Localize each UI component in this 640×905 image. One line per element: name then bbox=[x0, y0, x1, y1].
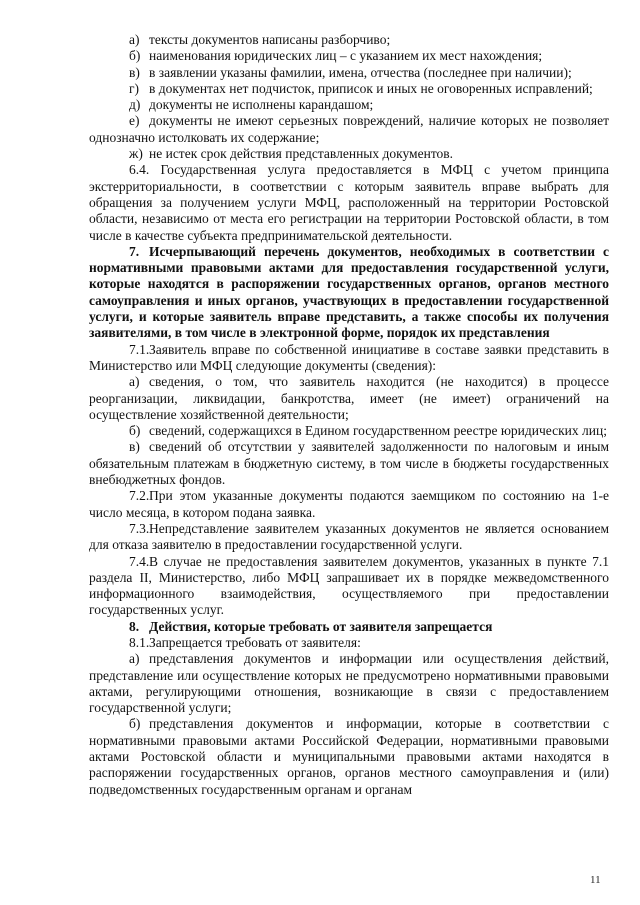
list-marker: ж) bbox=[129, 146, 143, 162]
list-item bbox=[89, 374, 609, 423]
clause-paragraph bbox=[89, 554, 609, 619]
section-heading bbox=[89, 244, 609, 342]
clause-paragraph bbox=[89, 162, 609, 243]
list-marker: а) bbox=[129, 32, 140, 47]
list-item bbox=[89, 97, 609, 113]
list-marker: а) bbox=[129, 651, 140, 667]
page-number: 11 bbox=[590, 874, 601, 886]
list-item bbox=[89, 113, 609, 146]
clause-text: Запрещается требовать от заявителя: bbox=[149, 634, 361, 650]
clause-text: В случае не предоставления заявителем документов, указанных в пункте 7.1 раздела II, Министерство, либо МФЦ запрашивает их в порядке межведомственного информационного взаимодействия, осуществляемого при предоставлении государственных услуг. bbox=[89, 553, 609, 618]
clause-number: 6.4. bbox=[129, 162, 150, 178]
list-item-text: не истек срок действия представленных документов. bbox=[149, 146, 454, 162]
list-item bbox=[89, 65, 609, 81]
list-item bbox=[89, 716, 609, 797]
clause-number: 8.1. bbox=[129, 634, 150, 650]
list-marker: б) bbox=[129, 423, 141, 439]
list-item-text: наименования юридических лиц – с указанием их мест нахождения; bbox=[149, 48, 543, 64]
clause-paragraph bbox=[89, 488, 609, 521]
list-item-text: тексты документов написаны разборчиво; bbox=[149, 32, 391, 47]
list-marker: г) bbox=[129, 80, 140, 96]
clause-paragraph bbox=[89, 342, 609, 375]
clause-paragraph bbox=[89, 635, 609, 651]
list-item bbox=[89, 32, 609, 48]
section-title: Действия, которые требовать от заявителя запрещается bbox=[149, 618, 493, 634]
clause-number: 7.2. bbox=[129, 488, 150, 504]
clause-paragraph bbox=[89, 521, 609, 554]
clause-text: Государственная услуга предоставляется в МФЦ с учетом принципа экстерриториальности, в соответствии с которым заявитель вправе выбрать для обращения за получением услуги МФЦ, расположенный на территории Ростовской области, независимо от места его регистрации на территории Ростовской области, в том числе в качестве субъекта предпринимательской деятельности. bbox=[89, 162, 610, 243]
list-item-text: документы не имеют серьезных повреждений, наличие которых не позволяет однозначно истолковать их содержание; bbox=[89, 113, 609, 145]
section-heading bbox=[89, 619, 609, 635]
clause-text: Непредставление заявителем указанных документов не является основанием для отказа заявителю в предоставлении государственной услуги. bbox=[89, 520, 609, 553]
list-item-text: сведений, содержащихся в Едином государственном реестре юридических лиц; bbox=[149, 423, 607, 439]
list-marker: б) bbox=[129, 716, 141, 732]
clause-text: Заявитель вправе по собственной инициативе в составе заявки представить в Министерство или МФЦ следующие документы (сведения): bbox=[89, 341, 609, 373]
list-marker: б) bbox=[129, 48, 141, 64]
section-number: 8. bbox=[129, 618, 140, 634]
document-body bbox=[89, 32, 609, 798]
list-marker: д) bbox=[129, 97, 141, 113]
section-title: Исчерпывающий перечень документов, необходимых в соответствии с нормативными правовыми актами для предоставления государственной услуги, которые находятся в распоряжении государственных органов, органов местного самоуправления и иных органов, участвующих в предоставлении государственной услуги, и которые заявитель вправе представить, а также способы их получения заявителями, в том числе в электронной форме, порядок их представления bbox=[89, 243, 609, 341]
list-marker: в) bbox=[129, 64, 140, 80]
list-item-text: представления документов и информации, которые в соответствии с нормативными правовыми актами Российской Федерации, нормативными правовыми актами Ростовской области и муниципальными правовыми актами находятся в распоряжении государственных органов, органов местного самоуправления и (или) подведомственных государственным органам и органам bbox=[89, 716, 609, 797]
section-number: 7. bbox=[129, 243, 140, 259]
list-item bbox=[89, 48, 609, 64]
list-item-text: представления документов и информации или осуществления действий, представление или осуществление которых не предусмотрено нормативными правовыми актами, регулирующими отношения, возникающие в связи с предоставлением государственной услуги; bbox=[89, 651, 609, 716]
clause-text: При этом указанные документы подаются заемщиком по состоянию на 1-е число месяца, в котором подана заявка. bbox=[89, 488, 609, 520]
list-item-text: документы не исполнены карандашом; bbox=[149, 97, 374, 113]
list-item-text: сведений об отсутствии у заявителей задолженности по налоговым и иным обязательным платежам в бюджетную систему, в том числе в бюджеты государственных внебюджетных фондов. bbox=[89, 439, 609, 488]
list-item bbox=[89, 423, 609, 439]
list-item bbox=[89, 146, 609, 162]
list-marker: а) bbox=[129, 374, 140, 390]
list-item bbox=[89, 439, 609, 488]
clause-number: 7.1. bbox=[129, 341, 150, 357]
list-item-text: в заявлении указаны фамилии, имена, отчества (последнее при наличии); bbox=[149, 64, 572, 80]
clause-number: 7.4. bbox=[129, 553, 150, 569]
list-item-text: сведения, о том, что заявитель находится (не находится) в процессе реорганизации, ликвидации, банкротства, имеет (не имеет) ограничений на осуществление хозяйственной деятельности; bbox=[89, 374, 609, 422]
clause-number: 7.3. bbox=[129, 520, 150, 536]
list-marker: е) bbox=[129, 113, 140, 129]
list-item-text: в документах нет подчисток, приписок и иных не оговоренных исправлений; bbox=[149, 80, 593, 96]
list-item bbox=[89, 81, 609, 97]
list-item bbox=[89, 651, 609, 716]
list-marker: в) bbox=[129, 439, 140, 455]
